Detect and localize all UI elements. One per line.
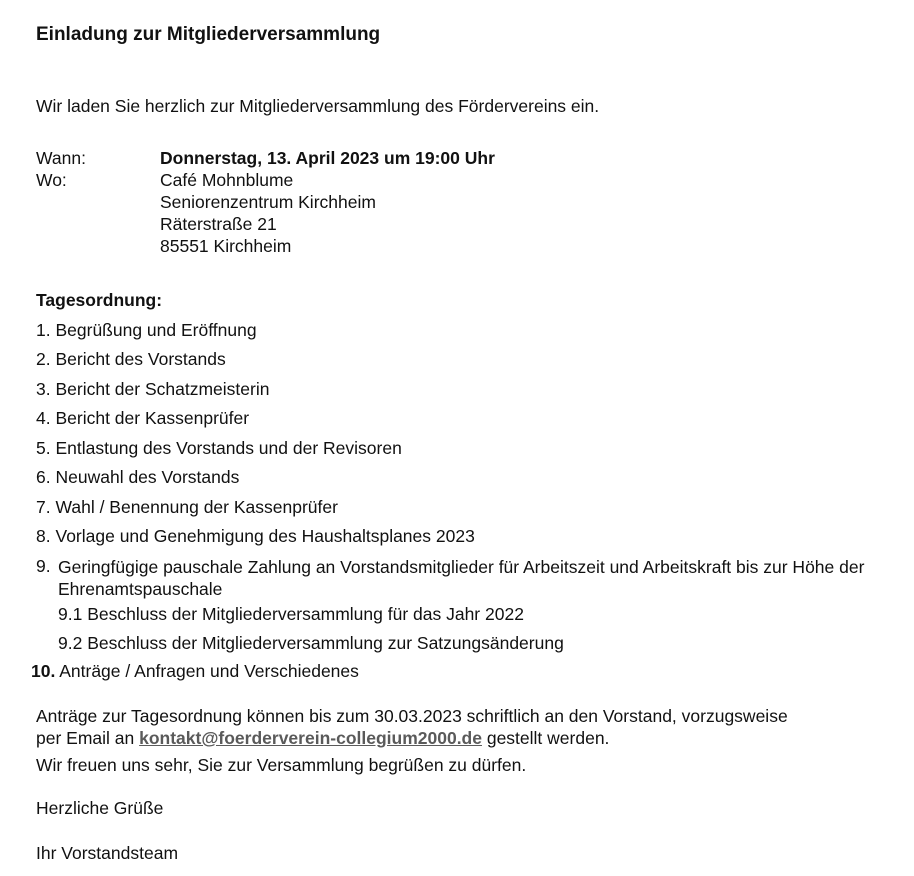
agenda-number: 4. bbox=[36, 408, 51, 428]
agenda-text: Bericht des Vorstands bbox=[55, 349, 226, 369]
where-label: Wo: bbox=[36, 170, 67, 190]
agenda-item bbox=[36, 526, 475, 547]
when-value: Donnerstag, 13. April 2023 um 19:00 Uhr bbox=[160, 148, 495, 168]
email-link[interactable]: kontakt@foerderverein-collegium2000.de bbox=[139, 728, 482, 748]
looking-forward-text: Wir freuen uns sehr, Sie zur Versammlung begrüßen zu dürfen. bbox=[36, 755, 527, 775]
agenda-subitem: 9.1 Beschluss der Mitgliederversammlung für das Jahr 2022 bbox=[58, 604, 524, 624]
agenda-item bbox=[36, 556, 868, 600]
when-label: Wann: bbox=[36, 148, 86, 168]
agenda-text: Wahl / Benennung der Kassenprüfer bbox=[55, 497, 338, 517]
requests-suffix: gestellt werden. bbox=[481, 728, 610, 748]
requests-text-2 bbox=[36, 728, 609, 749]
agenda-text: Geringfügige pauschale Zahlung an Vorstandsmitglieder für Arbeitszeit und Arbeitskraft bis zur Höhe der Ehrenamtspauschale bbox=[58, 557, 865, 599]
agenda-item bbox=[31, 661, 359, 682]
intro-text: Wir laden Sie herzlich zur Mitgliederversammlung des Fördervereins ein. bbox=[36, 96, 600, 116]
agenda-text: Entlastung des Vorstands und der Revisoren bbox=[55, 438, 402, 458]
agenda-item bbox=[36, 320, 257, 341]
agenda-text: Anträge / Anfragen und Verschiedenes bbox=[59, 661, 359, 681]
agenda-number: 1. bbox=[36, 320, 51, 340]
agenda-number: 5. bbox=[36, 438, 51, 458]
agenda-subitem: 9.2 Beschluss der Mitgliederversammlung zur Satzungsänderung bbox=[58, 633, 564, 653]
agenda-item bbox=[36, 379, 269, 400]
where-line: Café Mohnblume bbox=[160, 170, 294, 190]
agenda-number: 8. bbox=[36, 526, 51, 546]
agenda-heading: Tagesordnung: bbox=[36, 290, 163, 310]
where-line: Seniorenzentrum Kirchheim bbox=[160, 192, 376, 212]
agenda-item bbox=[36, 408, 249, 429]
agenda-number: 2. bbox=[36, 349, 51, 369]
agenda-text: Bericht der Schatzmeisterin bbox=[55, 379, 270, 399]
document-title: Einladung zur Mitgliederversammlung bbox=[36, 24, 381, 45]
where-line: 85551 Kirchheim bbox=[160, 236, 292, 256]
agenda-item bbox=[36, 438, 402, 459]
agenda-number: 3. bbox=[36, 379, 51, 399]
agenda-item bbox=[36, 497, 338, 518]
agenda-text: Bericht der Kassenprüfer bbox=[55, 408, 250, 428]
greeting-text: Herzliche Grüße bbox=[36, 798, 164, 818]
agenda-item bbox=[36, 349, 226, 370]
signature-text: Ihr Vorstandsteam bbox=[36, 843, 179, 863]
agenda-number: 9. bbox=[36, 556, 51, 576]
agenda-text: Vorlage und Genehmigung des Haushaltsplanes 2023 bbox=[55, 526, 475, 546]
agenda-number: 10. bbox=[31, 661, 56, 681]
agenda-number: 7. bbox=[36, 497, 51, 517]
agenda-item bbox=[36, 467, 239, 488]
agenda-text: Begrüßung und Eröffnung bbox=[55, 320, 257, 340]
agenda-number: 6. bbox=[36, 467, 51, 487]
requests-text: Anträge zur Tagesordnung können bis zum 30.03.2023 schriftlich an den Vorstand, vorzugsweise bbox=[36, 706, 788, 726]
where-line: Räterstraße 21 bbox=[160, 214, 277, 234]
requests-prefix: per Email an bbox=[36, 728, 140, 748]
agenda-text: Neuwahl des Vorstands bbox=[55, 467, 240, 487]
